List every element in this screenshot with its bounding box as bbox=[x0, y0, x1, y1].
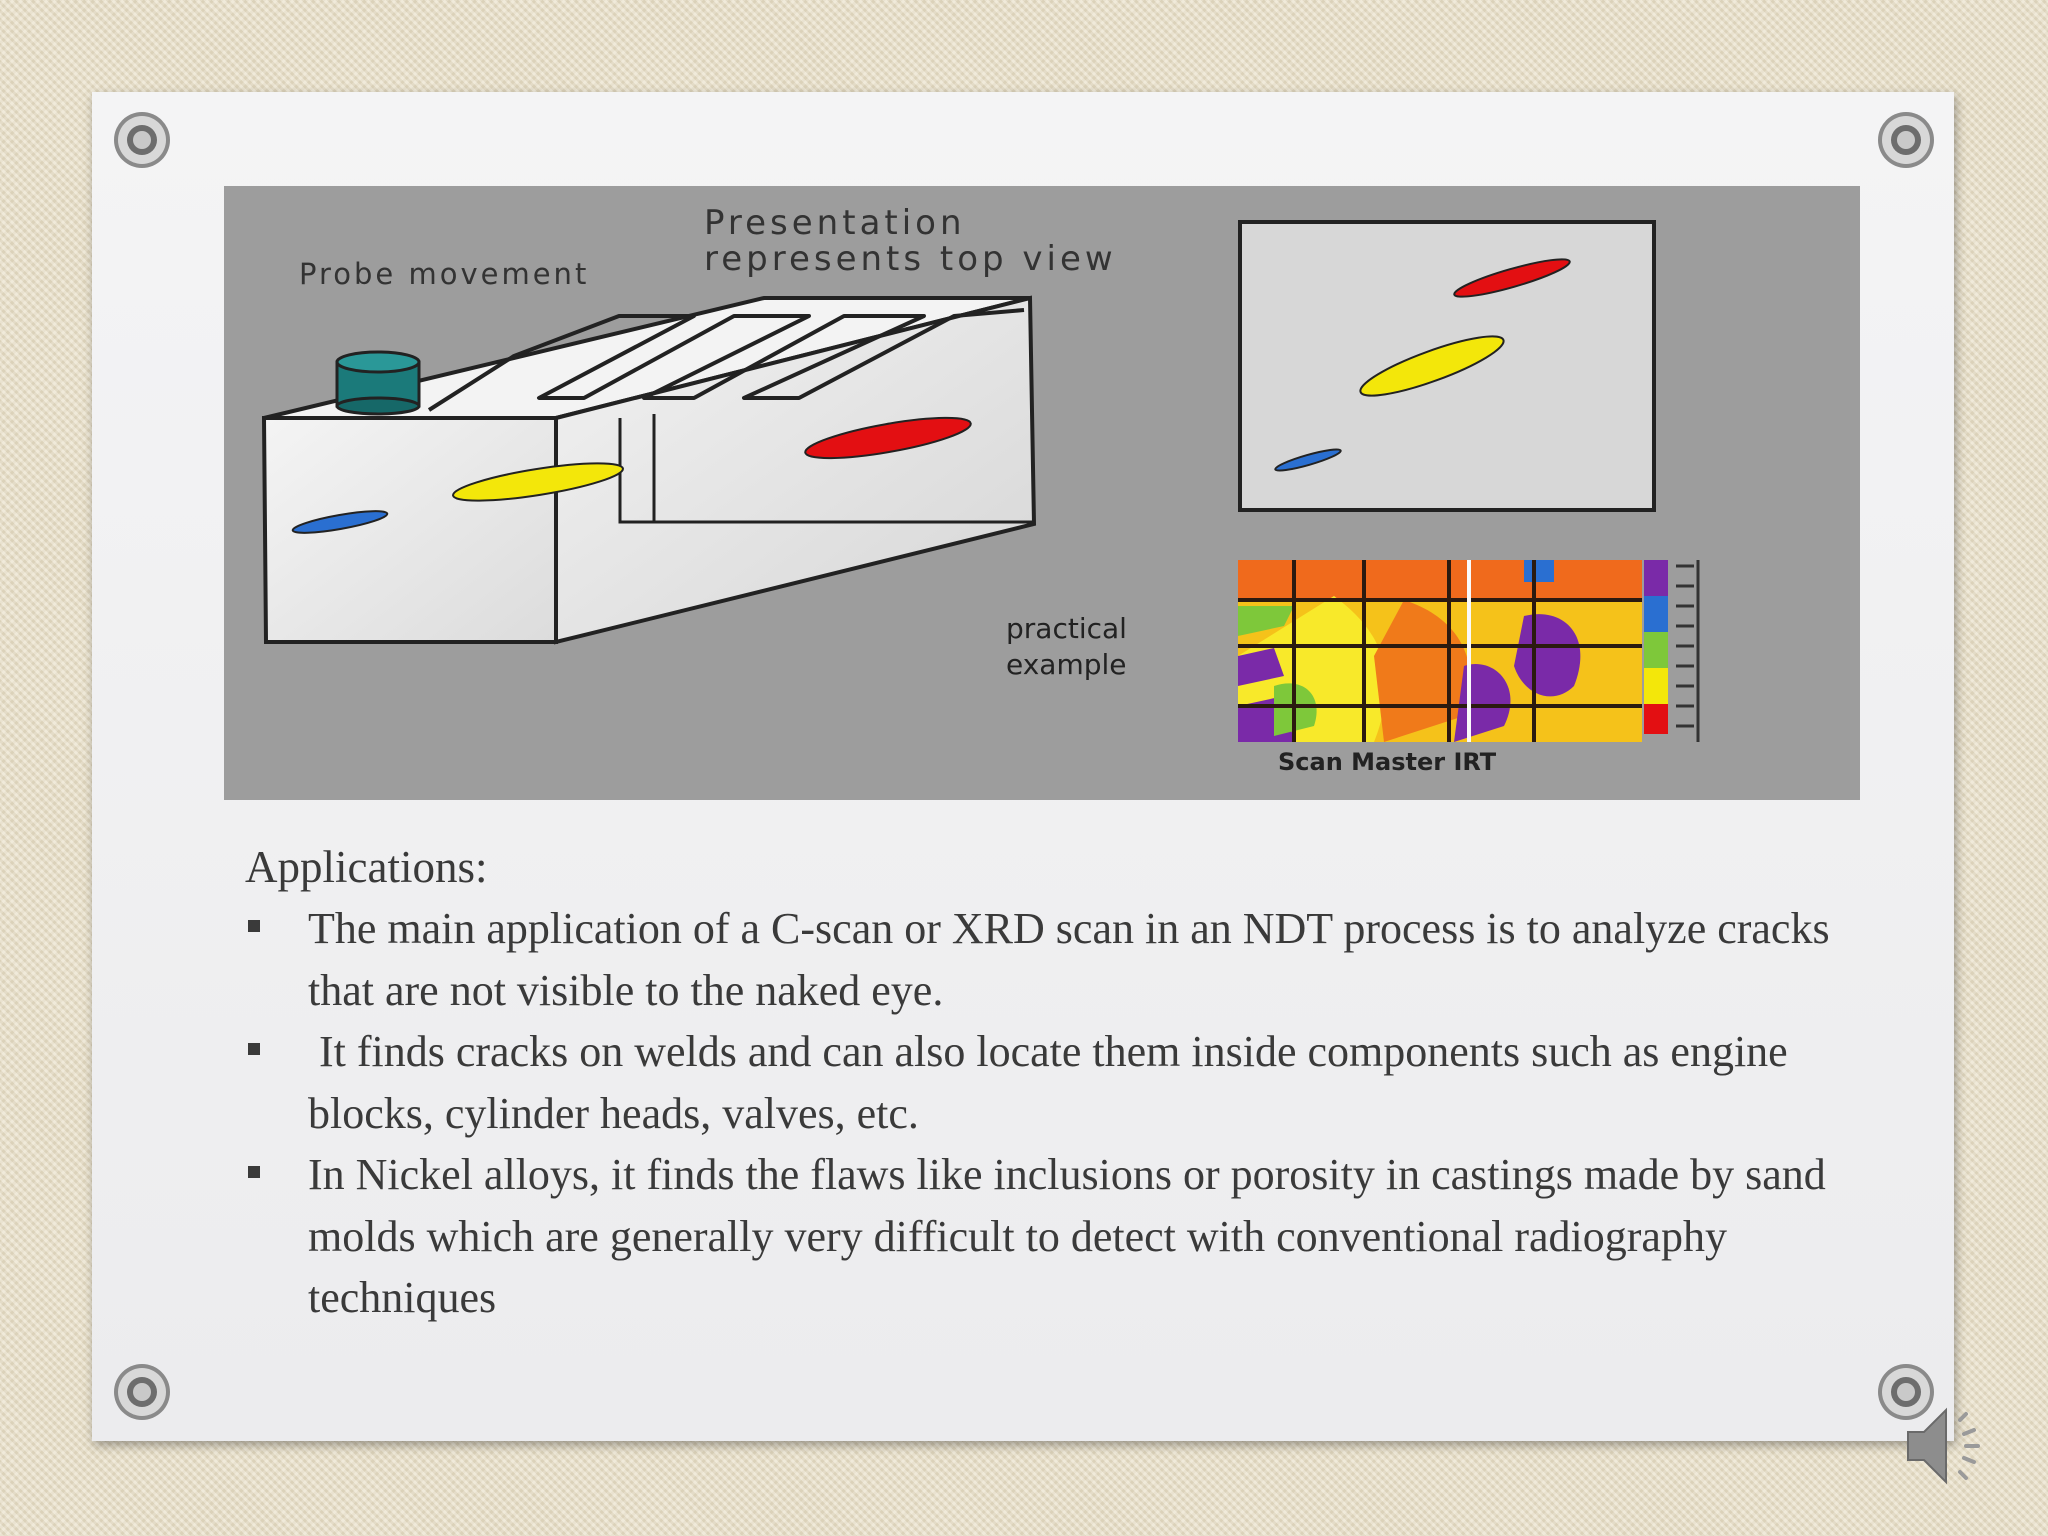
label-presentation-1: Presentation bbox=[704, 203, 966, 243]
label-example: example bbox=[1006, 648, 1127, 681]
slide-text bbox=[245, 838, 1845, 1329]
bullet-square-icon bbox=[248, 920, 260, 932]
list-item bbox=[245, 1144, 1845, 1329]
label-presentation-2: represents top view bbox=[704, 239, 1117, 279]
bullet-text: The main application of a C-scan or XRD scan in an NDT process is to analyze cracks that are not visible to the naked eye. bbox=[308, 904, 1830, 1015]
applications-heading: Applications: bbox=[245, 842, 488, 892]
list-item bbox=[245, 898, 1845, 1021]
list-item bbox=[245, 1021, 1845, 1144]
rivet-icon bbox=[112, 1362, 172, 1422]
bullet-text: In Nickel alloys, it finds the flaws like inclusions or porosity in castings made by sand molds which are generally very difficult to detect with conventional radiography techniques bbox=[308, 1150, 1826, 1322]
bullet-square-icon bbox=[248, 1043, 260, 1055]
cscan-diagram bbox=[224, 186, 1860, 800]
bullet-square-icon bbox=[248, 1166, 260, 1178]
rivet-icon bbox=[1876, 110, 1936, 170]
probe-icon bbox=[337, 352, 419, 414]
label-scan-master: Scan Master IRT bbox=[1278, 748, 1497, 776]
applications-list bbox=[245, 898, 1845, 1329]
scan-image bbox=[1238, 560, 1698, 742]
speaker-icon[interactable] bbox=[1900, 1390, 1990, 1500]
cscan-figure bbox=[224, 186, 1860, 800]
label-practical: practical bbox=[1006, 612, 1127, 645]
bullet-text: It finds cracks on welds and can also locate them inside components such as engine blocks, cylinder heads, valves, etc. bbox=[308, 1027, 1799, 1138]
label-probe-movement: Probe movement bbox=[299, 257, 590, 291]
rivet-icon bbox=[112, 110, 172, 170]
